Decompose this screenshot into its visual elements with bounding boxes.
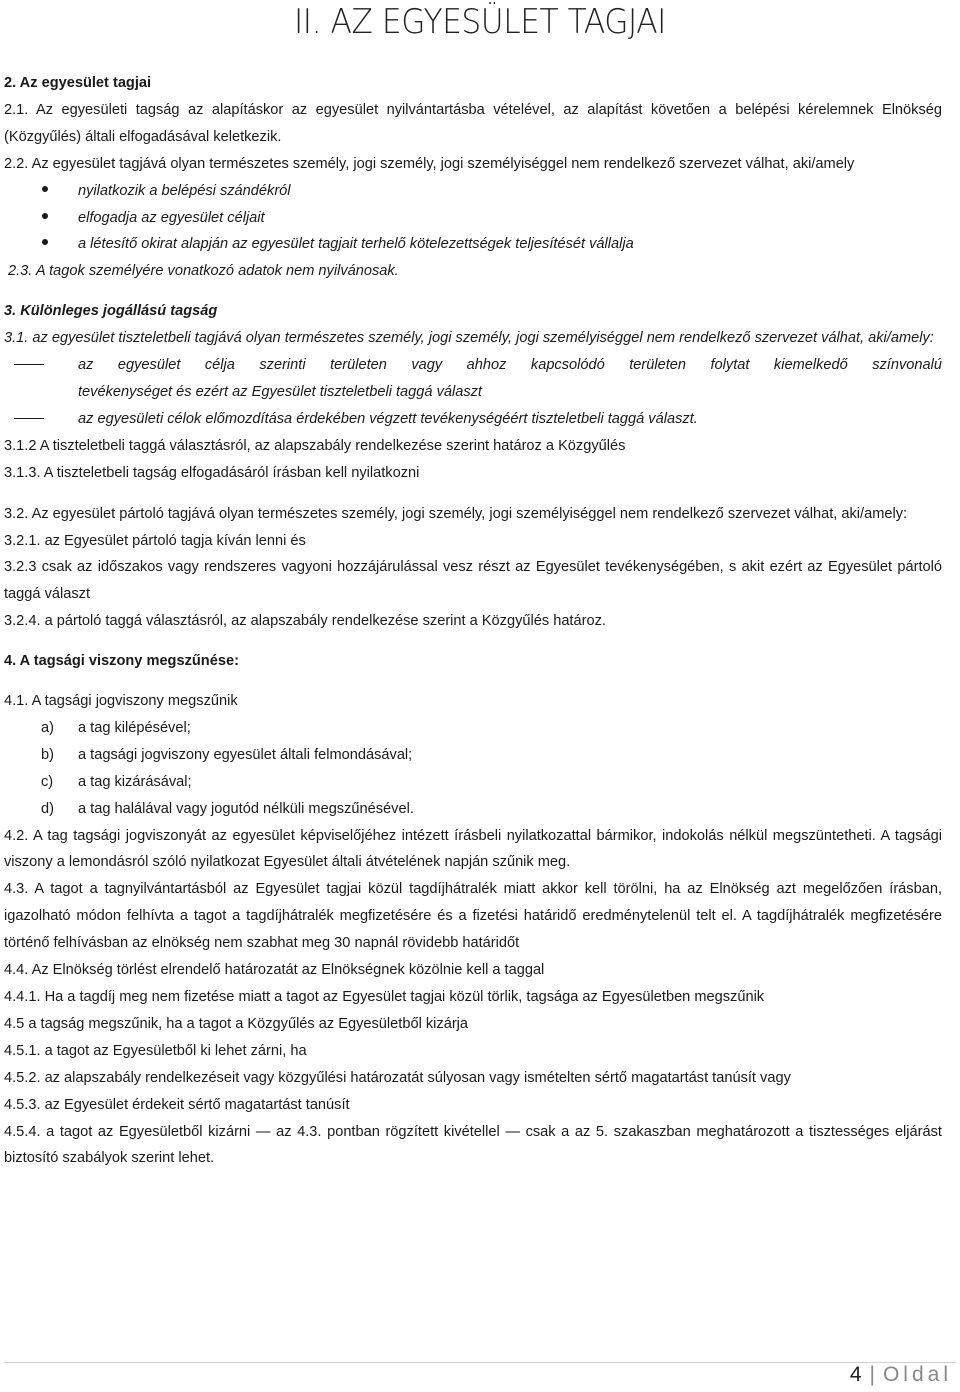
section-4-heading: 4. A tagsági viszony megszűnése: xyxy=(4,653,239,670)
paragraph-4-5: 4.5 a tagság megszűnik, ha a tagot a Közgyűlés az Egyesületből kizárja xyxy=(4,1015,469,1032)
page-number: 4 xyxy=(849,1363,862,1386)
paragraph-4-5-3: 4.5.3. az Egyesület érdekeit sértő magatartást tanúsít xyxy=(4,1096,350,1113)
paragraph-4-5-4: 4.5.4. a tagot az Egyesületből kizárni — az 4.3. pontban rögzített kivétellel — csak a az 5. szakaszban meghatározott a tisztességes eljárást biztosító szabályok szerint lehet. xyxy=(4,1123,942,1167)
paragraph-3-1-3: 3.1.3. A tiszteletbeli tagság elfogadásáról írásban kell nyilatkozni xyxy=(4,464,420,481)
page-footer xyxy=(850,1363,952,1387)
paragraph-2-1: 2.1. Az egyesületi tagság az alapításkor az egyesület nyilvántartásba vételével, az alapítást követően a belépési kérelemnek Elnökség (Közgyűlés) általi elfogadásával keletkezik. xyxy=(4,101,942,145)
footer-separator: | xyxy=(869,1363,875,1386)
paragraph-2-3: 2.3. A tagok személyére vonatkozó adatok nem nyilvánosak. xyxy=(8,263,399,280)
list-text: a tag halálával vagy jogutód nélküli megszűnésével. xyxy=(78,800,414,817)
list-marker: c) xyxy=(41,773,54,790)
dash-item xyxy=(4,352,942,406)
paragraph-3-2-1: 3.2.1. az Egyesület pártoló tagja kíván lenni és xyxy=(4,532,306,549)
list-marker: a) xyxy=(41,719,54,736)
paragraph-3-1: 3.1. az egyesület tiszteletbeli tagjává olyan természetes személy, jogi személy, jogi személyiséggel nem rendelkező szervezet válhat, aki/amely: xyxy=(4,330,934,347)
dash-item xyxy=(4,406,942,433)
bullet-item xyxy=(4,205,942,232)
paragraph-3-2-4: 3.2.4. a pártoló taggá választásról, az alapszabály rendelkezése szerint a Közgyűlés határoz. xyxy=(4,613,606,630)
paragraph-3-2: 3.2. Az egyesület pártoló tagjává olyan természetes személy, jogi személy, jogi személyiséggel nem rendelkező szervezet válhat, aki/amely: xyxy=(4,505,908,522)
list-item xyxy=(4,715,942,742)
dash-text: az egyesületi célok előmozdítása érdekében végzett tevékenységéért tiszteletbeli taggá választ. xyxy=(78,410,698,427)
chapter-title: II. AZ EGYESÜLET TAGJAI xyxy=(294,2,666,42)
list-item xyxy=(4,796,942,823)
section-2-heading: 2. Az egyesület tagjai xyxy=(4,75,152,91)
list-marker: b) xyxy=(41,746,54,763)
paragraph-4-3: 4.3. A tagot a tagnyilvántartásból az Egyesület tagjai közül tagdíjhátralék miatt akkor kell törölni, ha az Elnökség azt megelőzően írásban, igazolható módon felhívta a tagot a tagdíjhátralék megfizetésére és a fizetési határidő eredménytelenül telt el. A tagdíjhátralék megfizetésére történő felhívásban az elnökség nem szabhat meg 30 napnál rövidebb határidőt xyxy=(4,881,942,952)
paragraph-4-1: 4.1. A tagsági jogviszony megszűnik xyxy=(4,693,238,710)
paragraph-4-5-1: 4.5.1. a tagot az Egyesületből ki lehet zárni, ha xyxy=(4,1042,307,1059)
page-label: Oldal xyxy=(882,1363,952,1386)
bullet-text: nyilatkozik a belépési szándékról xyxy=(78,182,291,199)
document-body xyxy=(4,70,942,1172)
bullet-item xyxy=(4,178,942,205)
paragraph-3-2-3: 3.2.3 csak az időszakos vagy rendszeres vagyoni hozzájárulással vesz részt az Egyesület tevékenységében, s akit ezért az Egyesület pártoló taggá választ xyxy=(4,559,942,603)
paragraph-3-1-2: 3.1.2 A tiszteletbeli taggá választásról, az alapszabály rendelkezése szerint határoz a Közgyűlés xyxy=(4,437,626,454)
list-text: a tagsági jogviszony egyesület általi felmondásával; xyxy=(78,746,413,763)
section-3-heading: 3. Különleges jogállású tagság xyxy=(4,303,218,320)
list-text: a tag kizárásával; xyxy=(78,773,192,790)
footer-divider xyxy=(4,1362,956,1363)
paragraph-4-5-2: 4.5.2. az alapszabály rendelkezéseit vagy közgyűlési határozatát súlyosan vagy ismételten sértő magatartást tanúsít vagy xyxy=(4,1069,791,1086)
dash-text: az egyesület célja szerinti területen vagy ahhoz kapcsolódó területen folytat kiemelkedő színvonalú xyxy=(78,357,942,374)
list-marker: d) xyxy=(41,800,54,817)
dash-text-continued: tevékenységet és ezért az Egyesület tiszteletbeli taggá választ xyxy=(78,383,482,400)
list-item xyxy=(4,742,942,769)
paragraph-4-4: 4.4. Az Elnökség törlést elrendelő határozatát az Elnökségnek közölnie kell a taggal xyxy=(4,962,545,979)
paragraph-4-2: 4.2. A tag tagsági jogviszonyát az egyesület képviselőjéhez intézett írásbeli nyilatkozattal bármikor, indokolás nélkül megszüntetheti. A tagsági viszony a lemondásról szóló nyilatkozat Egyesület általi átvételének napján szűnik meg. xyxy=(4,827,942,871)
bullet-text: a létesítő okirat alapján az egyesület tagjait terhelő kötelezettségek teljesítését vállalja xyxy=(78,236,634,253)
paragraph-2-2: 2.2. Az egyesület tagjává olyan természetes személy, jogi személy, jogi személyiséggel nem rendelkező szervezet válhat, aki/amely xyxy=(4,155,855,172)
bullet-item xyxy=(4,231,942,258)
bullet-text: elfogadja az egyesület céljait xyxy=(78,209,265,226)
list-text: a tag kilépésével; xyxy=(78,719,191,736)
paragraph-4-4-1: 4.4.1. Ha a tagdíj meg nem fizetése miatt a tagot az Egyesület tagjai közül törlik, tagsága az Egyesületben megszűnik xyxy=(4,989,765,1005)
list-item xyxy=(4,769,942,796)
